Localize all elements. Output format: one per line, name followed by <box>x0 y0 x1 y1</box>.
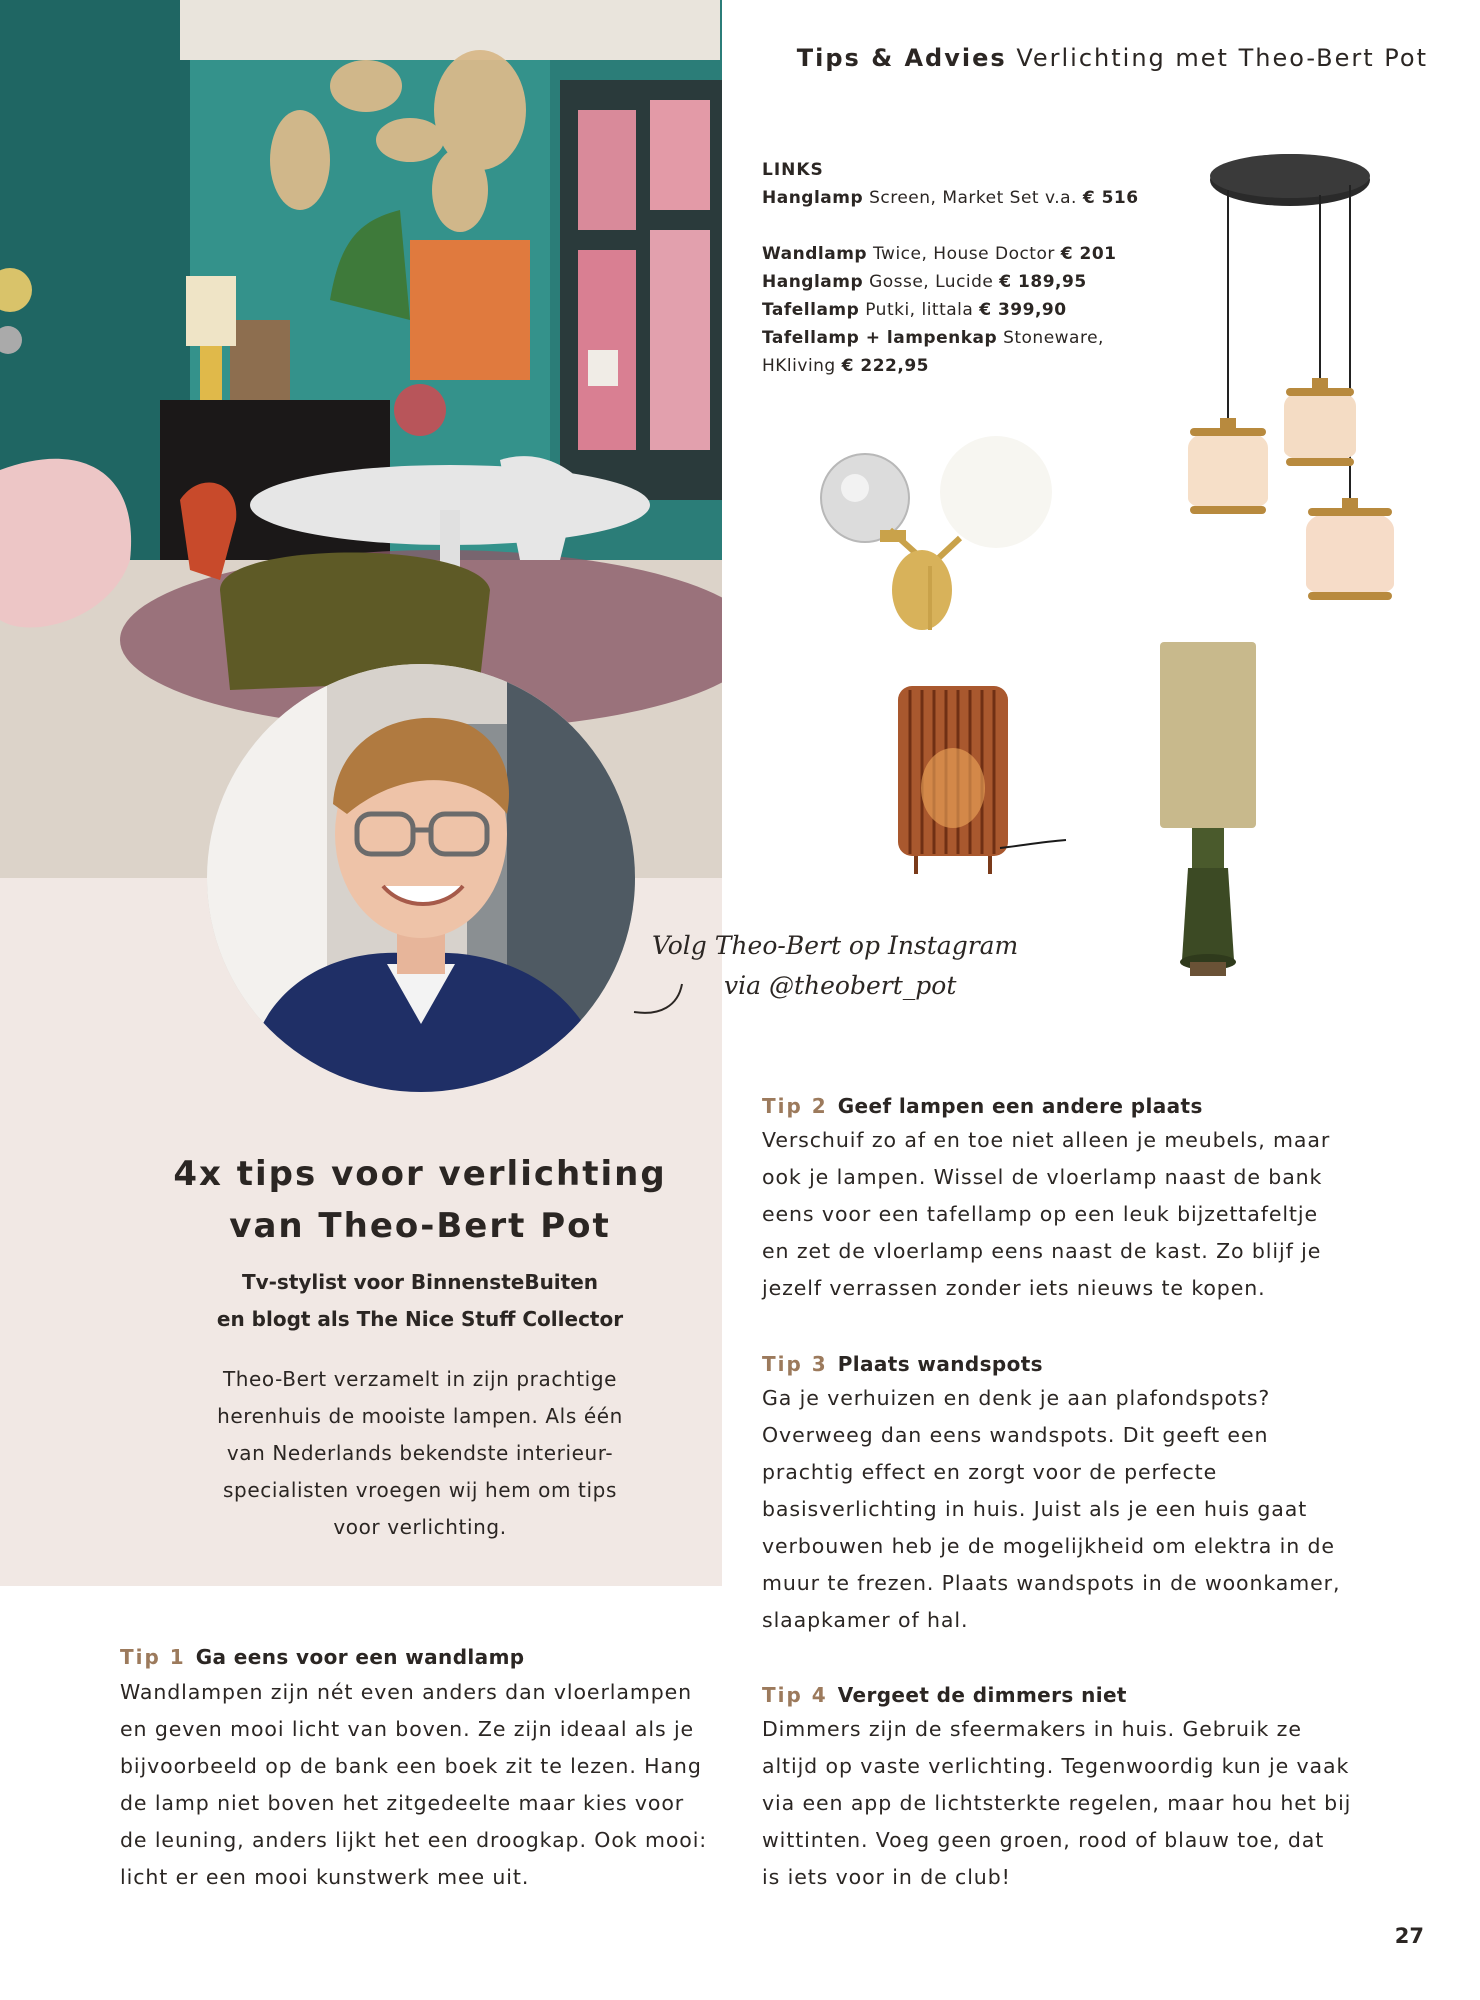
section-label: Tips & Advies <box>796 44 1007 72</box>
tip-line: via een app de lichtsterkte regelen, maar hou het bij <box>762 1791 1352 1815</box>
product-item-cont <box>762 352 1162 380</box>
pendant-lamp-image <box>1180 150 1400 630</box>
product-desc: Screen, Market Set v.a. <box>869 188 1077 208</box>
product-list-heading: LINKS <box>762 160 824 180</box>
tip-line: is iets voor in de club! <box>762 1865 1011 1889</box>
product-desc: Gosse, Lucide <box>869 272 994 292</box>
instagram-note <box>652 926 1042 1006</box>
tip-label: Tip 1 <box>120 1645 186 1669</box>
article-title-line: van Theo-Bert Pot <box>229 1206 611 1246</box>
product-price: € 201 <box>1060 244 1117 264</box>
product-list <box>762 156 1162 380</box>
tip-line: Verschuif zo af en toe niet alleen je meubels, maar <box>762 1128 1331 1152</box>
product-type: Tafellamp + lampenkap <box>762 328 998 348</box>
tip-line: de lamp niet boven het zitgedeelte maar kies voor <box>120 1791 685 1815</box>
tip-4 <box>762 1679 1402 1896</box>
tip-title: Plaats wandspots <box>837 1352 1043 1376</box>
product-price: € 222,95 <box>841 356 929 376</box>
tip-text <box>762 1711 1402 1896</box>
product-item <box>762 324 1162 352</box>
tip-line: Overweeg dan eens wandspots. Dit geeft een <box>762 1423 1269 1447</box>
intro-line: van Nederlands bekendste interieur- <box>226 1441 614 1465</box>
subtitle-line: Tv-stylist voor BinnensteBuiten <box>241 1270 599 1294</box>
article-title <box>120 1148 720 1252</box>
intro-line: herenhuis de mooiste lampen. Als één <box>217 1404 623 1428</box>
intro-line: voor verlichting. <box>333 1515 507 1539</box>
tip-line: de leuning, anders lijkt het een droogkap. Ook mooi: <box>120 1828 708 1852</box>
tip-line: Wandlampen zijn nét even anders dan vloerlampen <box>120 1680 693 1704</box>
tip-title: Vergeet de dimmers niet <box>837 1683 1127 1707</box>
product-price: € 189,95 <box>999 272 1087 292</box>
tip-line: en geven mooi licht van boven. Ze zijn ideaal als je <box>120 1717 695 1741</box>
tip-line: eens voor een tafellamp op een leuk bijzettafeltje <box>762 1202 1318 1226</box>
product-item <box>762 296 1162 324</box>
tip-line: Dimmers zijn de sfeermakers in huis. Gebruik ze <box>762 1717 1302 1741</box>
tip-text <box>762 1380 1402 1639</box>
product-type: Wandlamp <box>762 244 868 264</box>
article-title-line: 4x tips voor verlichting <box>173 1154 667 1194</box>
tip-line: altijd op vaste verlichting. Tegenwoordig kun je vaak <box>762 1754 1350 1778</box>
tip-line: prachtig effect en zorgt voor de perfecte <box>762 1460 1218 1484</box>
tip-1 <box>120 1640 760 1896</box>
product-desc: Putki, littala <box>865 300 974 320</box>
tip-title: Ga eens voor een wandlamp <box>195 1645 525 1669</box>
tip-title: Geef lampen een andere plaats <box>837 1094 1203 1118</box>
product-type: Hanglamp <box>762 272 864 292</box>
tip-line: muur te frezen. Plaats wandspots in de woonkamer, <box>762 1571 1341 1595</box>
product-desc: Twice, House Doctor <box>872 244 1055 264</box>
running-head <box>797 44 1428 72</box>
intro-text <box>120 1361 720 1546</box>
tip-heading <box>762 1348 1402 1380</box>
wall-lamp-image <box>810 430 1060 640</box>
portrait-photo <box>207 664 635 1092</box>
subtitle-line: en blogt als The Nice Stuff Collector <box>216 1307 624 1331</box>
tip-line: basisverlichting in huis. Juist als je een huis gaat <box>762 1497 1308 1521</box>
product-price: € 516 <box>1082 188 1139 208</box>
product-item <box>762 268 1162 296</box>
tip-line: licht er een mooi kunstwerk mee uit. <box>120 1865 530 1889</box>
product-price: € 399,90 <box>979 300 1067 320</box>
tip-label: Tip 3 <box>762 1352 828 1376</box>
product-desc: Stoneware, <box>1003 328 1104 348</box>
tip-label: Tip 4 <box>762 1683 828 1707</box>
product-type: Hanglamp <box>762 188 864 208</box>
tip-heading <box>762 1090 1402 1122</box>
tip-line: jezelf verrassen zonder iets nieuws te kopen. <box>762 1276 1266 1300</box>
tip-line: en zet de vloerlamp eens naast de kast. Zo blijf je <box>762 1239 1322 1263</box>
tip-2 <box>762 1090 1402 1307</box>
product-item <box>762 184 1162 212</box>
tip-3 <box>762 1348 1402 1639</box>
tip-line: verbouwen heb je de mogelijkheid om elektra in de <box>762 1534 1335 1558</box>
intro-line: specialisten vroegen wij hem om tips <box>223 1478 617 1502</box>
tip-label: Tip 2 <box>762 1094 828 1118</box>
tip-line: ook je lampen. Wissel de vloerlamp naast de bank <box>762 1165 1323 1189</box>
intro-line: Theo-Bert verzamelt in zijn prachtige <box>222 1367 618 1391</box>
tip-heading <box>120 1640 760 1674</box>
section-title: Verlichting met Theo-Bert Pot <box>1016 44 1428 72</box>
article-subtitle <box>120 1264 720 1338</box>
tip-line: slaapkamer of hal. <box>762 1608 969 1632</box>
instagram-handle: via @theobert_pot <box>724 971 957 1000</box>
tip-text <box>120 1674 760 1896</box>
tip-line: wittinten. Voeg geen groen, rood of blauw toe, dat <box>762 1828 1325 1852</box>
product-desc: HKliving <box>762 356 836 376</box>
tip-text <box>762 1122 1402 1307</box>
tip-heading <box>762 1679 1402 1711</box>
page-number: 27 <box>1394 1924 1424 1948</box>
table-lamp-stoneware-image <box>1148 640 1268 980</box>
instagram-line-1: Volg Theo-Bert op Instagram <box>652 931 1019 960</box>
tip-line: Ga je verhuizen en denk je aan plafondspots? <box>762 1386 1271 1410</box>
tip-line: bijvoorbeeld op de bank een boek zit te lezen. Hang <box>120 1754 702 1778</box>
curved-arrow-icon <box>630 980 690 1020</box>
table-lamp-putki-image <box>890 678 1070 888</box>
product-item <box>762 240 1162 268</box>
product-type: Tafellamp <box>762 300 860 320</box>
